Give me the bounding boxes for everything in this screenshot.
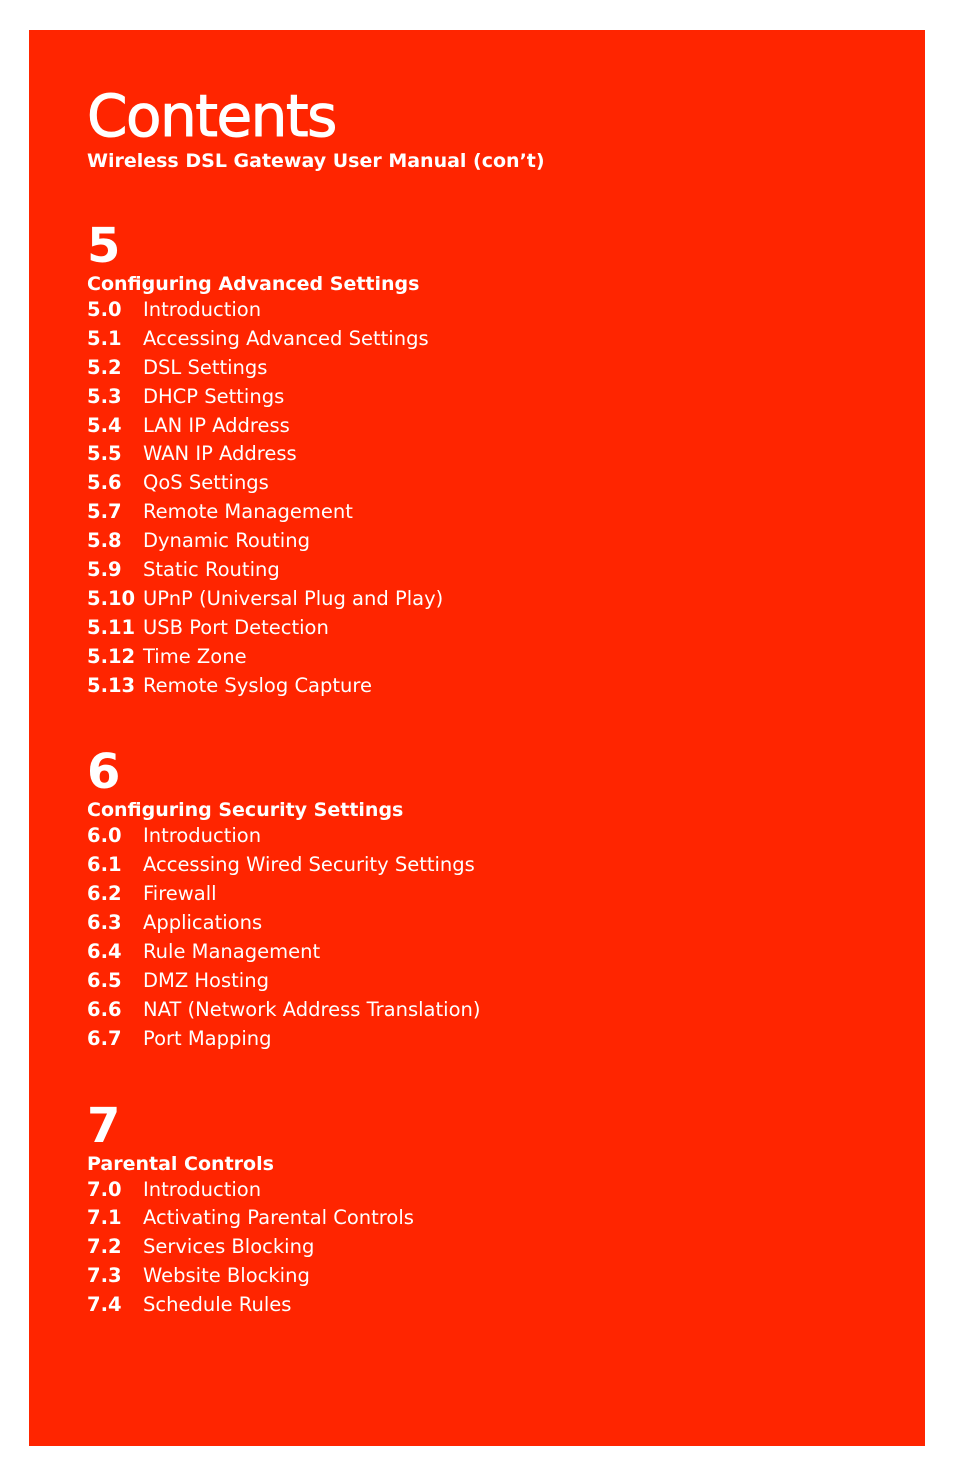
chapter-section <box>87 1097 907 1320</box>
toc-entry[interactable] <box>87 325 907 354</box>
toc-entry-label: Dynamic Routing <box>143 529 310 553</box>
toc-entry-label: Accessing Advanced Settings <box>143 326 429 350</box>
toc-entry-label: DSL Settings <box>143 355 268 379</box>
toc-entry[interactable] <box>87 383 907 412</box>
toc-entry-label: DHCP Settings <box>143 384 285 408</box>
toc-entry-number: 7.3 <box>87 1264 122 1288</box>
toc-entry-number: 5.6 <box>87 471 122 495</box>
toc-entry[interactable] <box>87 498 907 527</box>
toc-entry-number: 5.3 <box>87 384 122 408</box>
toc-entry[interactable] <box>87 643 907 672</box>
chapter-title: Configuring Advanced Settings <box>87 273 420 295</box>
toc-entry-number: 6.5 <box>87 968 122 992</box>
chapter-title: Configuring Security Settings <box>87 799 404 822</box>
toc-entry[interactable] <box>87 412 907 441</box>
toc-entry-number: 5.2 <box>87 355 122 379</box>
toc-entry-number: 5.11 <box>87 615 136 639</box>
toc-entry[interactable] <box>87 556 907 585</box>
toc-entry-number: 7.4 <box>87 1293 122 1317</box>
page-subtitle: Wireless DSL Gateway User Manual (con’t) <box>87 150 545 172</box>
toc-entry-label: Static Routing <box>143 558 280 582</box>
toc-entry[interactable] <box>87 354 907 383</box>
chapter-title: Parental Controls <box>87 1152 274 1175</box>
chapter-section <box>87 746 907 1053</box>
toc-entry[interactable] <box>87 938 907 967</box>
toc-entry-label: Website Blocking <box>143 1264 310 1288</box>
toc-entry-number: 5.10 <box>87 586 136 610</box>
toc-entry[interactable] <box>87 1025 907 1054</box>
toc-entry-label: NAT (Network Address Translation) <box>143 997 481 1021</box>
toc-entry-number: 6.0 <box>87 824 122 848</box>
toc-entry[interactable] <box>87 909 907 938</box>
toc-entry-label: LAN IP Address <box>143 413 290 437</box>
toc-entry-label: QoS Settings <box>143 471 269 495</box>
toc-entry[interactable] <box>87 1291 907 1320</box>
toc-entry-label: Introduction <box>143 298 262 321</box>
toc-entry-label: Remote Management <box>143 500 353 524</box>
toc-entry-label: Schedule Rules <box>143 1293 292 1317</box>
toc-entry-number: 6.2 <box>87 882 122 906</box>
toc-entry[interactable] <box>87 296 907 325</box>
toc-entry-number: 7.0 <box>87 1177 122 1201</box>
page-title: Contents <box>87 82 336 150</box>
toc-entry-label: Accessing Wired Security Settings <box>143 853 475 877</box>
toc-entry[interactable] <box>87 585 907 614</box>
toc-entry-number: 5.5 <box>87 442 122 466</box>
toc-entry-label: DMZ Hosting <box>143 968 269 992</box>
toc-entry[interactable] <box>87 440 907 469</box>
toc-entry[interactable] <box>87 1204 907 1233</box>
chapter-number: 5 <box>87 218 121 274</box>
toc-entry-label: Introduction <box>143 824 262 848</box>
toc-entry-label: Introduction <box>143 1177 262 1201</box>
toc-entry-number: 5.4 <box>87 413 122 437</box>
toc-entry-label: Activating Parental Controls <box>143 1206 414 1230</box>
toc-entry[interactable] <box>87 527 907 556</box>
chapter-section <box>87 220 907 700</box>
chapter-number: 7 <box>87 1097 121 1154</box>
toc-entry[interactable] <box>87 1233 907 1262</box>
toc-entry-number: 6.4 <box>87 940 122 964</box>
toc-entry-label: Rule Management <box>143 940 321 964</box>
toc-entry[interactable] <box>87 614 907 643</box>
toc-entry-number: 5.7 <box>87 500 122 524</box>
toc-entry-number: 5.0 <box>87 298 122 321</box>
toc-entry-label: UPnP (Universal Plug and Play) <box>143 586 444 610</box>
toc-entry-number: 5.9 <box>87 558 122 582</box>
toc-entry[interactable] <box>87 996 907 1025</box>
toc-entry-number: 6.7 <box>87 1026 122 1050</box>
toc-entry-number: 5.13 <box>87 673 136 697</box>
contents-body <box>87 82 907 1320</box>
toc-entry-label: Services Blocking <box>143 1235 315 1259</box>
toc-entry-number: 6.6 <box>87 997 122 1021</box>
chapter-number: 6 <box>87 744 121 801</box>
toc-entry[interactable] <box>87 1262 907 1291</box>
toc-entry[interactable] <box>87 880 907 909</box>
toc-entry-number: 6.3 <box>87 911 122 935</box>
toc-entry-number: 6.1 <box>87 853 122 877</box>
toc-entry-number: 5.8 <box>87 529 122 553</box>
toc-entry-number: 7.1 <box>87 1206 122 1230</box>
toc-entry-label: WAN IP Address <box>143 442 297 466</box>
toc-entry[interactable] <box>87 851 907 880</box>
toc-entry-label: Firewall <box>143 882 217 906</box>
toc-entry[interactable] <box>87 1176 907 1205</box>
toc-entry[interactable] <box>87 822 907 851</box>
toc-entry-number: 5.12 <box>87 644 136 668</box>
toc-entry-label: Port Mapping <box>143 1026 272 1050</box>
toc-entry[interactable] <box>87 967 907 996</box>
chapter-list <box>87 220 907 1320</box>
toc-entry[interactable] <box>87 469 907 498</box>
toc-entry-number: 5.1 <box>87 326 122 350</box>
toc-entry-number: 7.2 <box>87 1235 122 1259</box>
toc-entry-label: Remote Syslog Capture <box>143 673 372 697</box>
toc-entry-label: USB Port Detection <box>143 615 329 639</box>
toc-entry-label: Applications <box>143 911 263 935</box>
toc-entry[interactable] <box>87 672 907 701</box>
toc-entry-label: Time Zone <box>143 644 247 668</box>
